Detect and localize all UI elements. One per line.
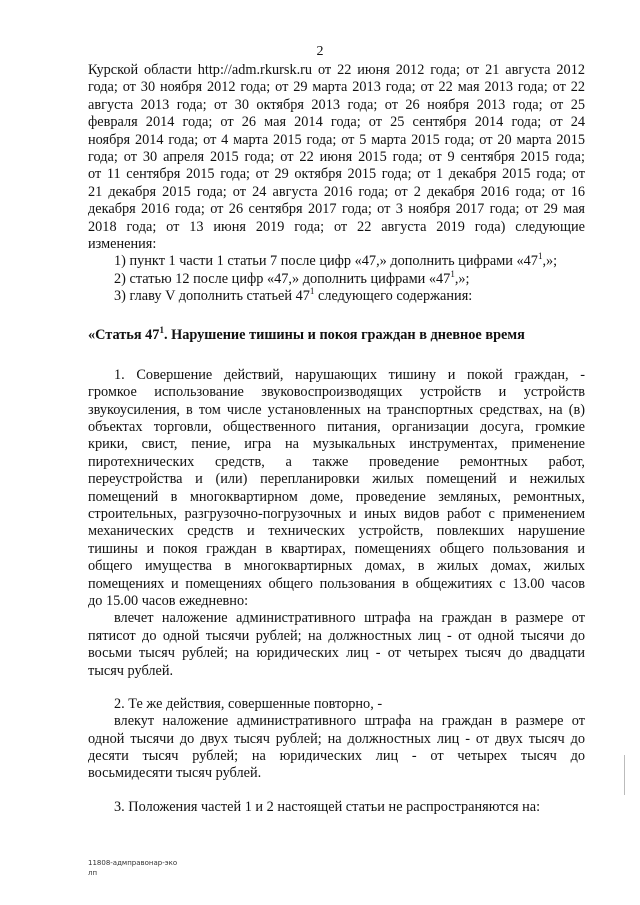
text-line: помещений в многоквартирном доме, проведение земляных, ремонтных,	[88, 488, 585, 505]
text-line: строительных, разгрузочно-погрузочных и иных видов работ с применением	[88, 505, 585, 522]
text-line: десяти тысяч рублей; на юридических лиц - от четырех тысяч до	[88, 748, 585, 765]
text-line: переустройства и (или) перепланировки жилых помещений и нежилых	[88, 471, 585, 488]
text-line: объектах торговли, общественного питания, организации досуга, громкие	[88, 419, 585, 436]
text-line: общего имущества в многоквартирных домах, в жилых домах, жилых	[88, 558, 585, 575]
text-line: февраля 2014 года; от 26 мая 2014 года; от 25 сентября 2014 года; от 24	[88, 114, 585, 131]
page-number: 2	[316, 44, 324, 59]
text-line: Курской области http://adm.rkursk.ru от 22 июня 2012 года; от 21 августа 2012	[88, 62, 585, 78]
text-line: изменения:	[88, 235, 157, 252]
text-line: одной тысячи до двух тысяч рублей; на должностных лиц - от двух тысяч до	[88, 730, 585, 747]
text-line: помещениях и помещениях общего пользования в общежитиях с 13.00 часов	[88, 575, 585, 592]
text-line: августа 2013 года; от 30 октября 2013 года; от 26 ноября 2013 года; от 25	[88, 96, 585, 113]
text-line: восьмидесяти тысяч рублей.	[88, 765, 262, 782]
text-line: пятисот до одной тысячи рублей; на должностных лиц - от одной тысячи до	[88, 627, 585, 644]
text-line: 21 декабря 2015 года; от 24 августа 2016 года; от 2 декабря 2016 года; от 16	[88, 183, 585, 200]
text-line: влекут наложение административного штрафа на граждан в размере от	[114, 713, 585, 730]
text-line: 2018 года; от 13 июня 2019 года; от 22 августа 2019 года) следующие	[88, 218, 585, 235]
text-line: тишины и покоя граждан в квартирах, помещениях общего пользования и	[88, 540, 585, 557]
footer-code: 11808-адмправонар-эко лп	[88, 859, 178, 877]
text-line: громкое использование звуковоспроизводящих устройств и устройств	[88, 384, 585, 401]
article-heading: «Статья $47^1$. Нарушение тишины и покоя граждан в дневное время	[88, 325, 525, 344]
text-line: пиротехнических средств, а также проведение ремонтных работ,	[88, 453, 585, 470]
text-line: крики, свист, пение, игра на музыкальных инструментах, применение	[88, 436, 585, 453]
text-line: 1. Совершение действий, нарушающих тишину и покой граждан, -	[114, 366, 585, 383]
text-line: механических средств и технических устройств, повлекших нарушение	[88, 523, 585, 540]
article-part-2	[88, 696, 585, 783]
change-item-1: 1) пункт 1 части 1 статьи 7 после цифр «47,» дополнить цифрами «$47^1$,»;	[114, 251, 558, 270]
text-line: 2. Те же действия, совершенные повторно, -	[114, 695, 383, 712]
text-line: ноября 2014 года; от 4 марта 2015 года; от 5 марта 2015 года; от 20 марта 2015	[88, 131, 585, 148]
text-line: восьми тысяч рублей; на юридических лиц - от четырех тысяч до двадцати	[88, 645, 585, 662]
article-part-3: 3. Положения частей 1 и 2 настоящей статьи не распространяются на:	[114, 798, 541, 815]
text-line: тысяч рублей.	[88, 662, 174, 679]
text-line: до 15.00 часов ежедневно:	[88, 592, 249, 609]
text-line: звукоусиления, в том числе установленных на транспортных средствах, на (в)	[88, 401, 585, 418]
article-part-1	[88, 367, 585, 680]
text-line: от 11 сентября 2015 года; от 29 октября 2015 года; от 1 декабря 2015 года; от	[88, 166, 585, 183]
text-line: декабря 2016 года; от 26 сентября 2017 года; от 3 ноября 2017 года; от 29 мая	[88, 201, 585, 218]
scan-margin-mark	[624, 755, 625, 795]
text-line: года; от 30 апреля 2015 года; от 22 июня 2015 года; от 9 сентября 2015 года;	[88, 148, 585, 165]
intro-paragraph	[88, 62, 585, 816]
text-line: влечет наложение административного штрафа на граждан в размере от	[114, 610, 585, 627]
change-item-2: 2) статью 12 после цифр «47,» дополнить цифрами «$47^1$,»;	[114, 268, 470, 287]
text-line: года; от 30 ноября 2012 года; от 29 марта 2013 года; от 22 мая 2013 года; от 22	[88, 79, 585, 96]
change-item-3: 3) главу V дополнить статьей $47^1$ следующего содержания:	[114, 286, 473, 305]
